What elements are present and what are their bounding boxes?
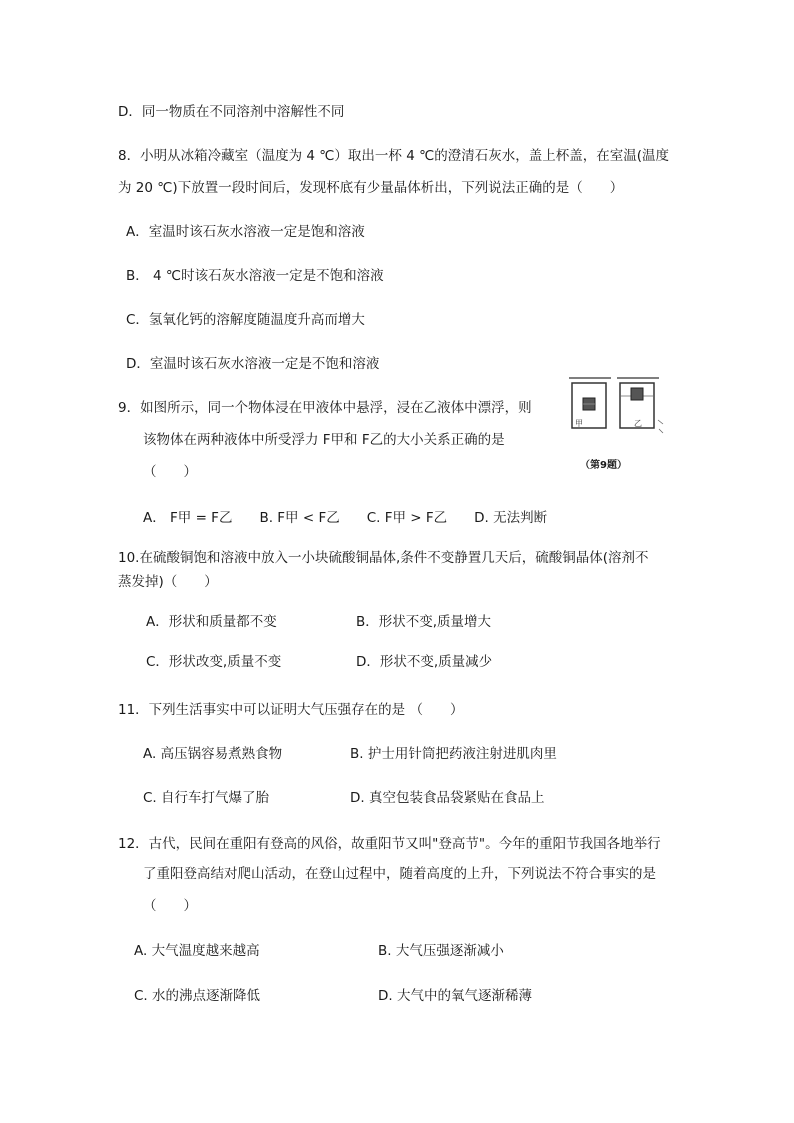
- question-10-line1: 10.在硫酸铜饱和溶液中放入一小块硫酸铜晶体,条件不变静置几天后，硫酸铜晶体(溶剂不: [118, 550, 649, 566]
- q12-option-a: A. 大气温度越来越高: [134, 943, 260, 959]
- q12-option-b: B. 大气压强逐渐减小: [378, 943, 504, 959]
- question-12-line1: 12．古代，民间在重阳有登高的风俗，故重阳节又叫"登高节"。今年的重阳节我国各地举行: [118, 836, 661, 852]
- question-12-line2: 了重阳登高结对爬山活动，在登山过程中，随着高度的上升，下列说法不符合事实的是: [143, 866, 656, 882]
- question-9-line2: 该物体在两种液体中所受浮力 F甲和 F乙的大小关系正确的是: [143, 432, 505, 448]
- question-11: 11．下列生活事实中可以证明大气压强存在的是 （ ）: [118, 702, 464, 718]
- q10-option-b: B．形状不变,质量增大: [356, 614, 492, 630]
- figure-caption: （第9题）: [580, 460, 627, 471]
- q10-option-d: D．形状不变,质量减少: [356, 654, 493, 670]
- label-yi: 乙: [634, 419, 642, 428]
- question-12-line3: （ ）: [143, 898, 197, 914]
- q10-option-a: A．形状和质量都不变: [146, 614, 277, 630]
- q8-option-b: B． 4 ℃时该石灰水溶液一定是不饱和溶液: [126, 268, 384, 284]
- q12-option-d: D. 大气中的氧气逐渐稀薄: [378, 988, 532, 1004]
- question-8-line2: 为 20 ℃)下放置一段时间后，发现杯底有少量晶体析出，下列说法正确的是（ ）: [118, 180, 624, 196]
- q11-option-c: C. 自行车打气爆了胎: [143, 790, 270, 806]
- option-d7: D．同一物质在不同溶剂中溶解性不同: [118, 104, 345, 120]
- q12-option-c: C. 水的沸点逐渐降低: [134, 988, 261, 1004]
- question-8-line1: 8．小明从冰箱冷藏室（温度为 4 ℃）取出一杯 4 ℃的澄清石灰水，盖上杯盖，在室温(温度: [118, 148, 670, 164]
- label-jia: 甲: [575, 419, 583, 428]
- q8-option-d: D．室温时该石灰水溶液一定是不饱和溶液: [126, 356, 380, 372]
- q9-options: A． F甲 = F乙 B. F甲 < F乙 C. F甲 > F乙 D. 无法判断: [143, 510, 548, 526]
- question-9-line3: （ ）: [143, 464, 197, 480]
- q8-option-c: C．氢氧化钙的溶解度随温度升高而增大: [126, 312, 365, 328]
- q11-option-a: A. 高压锅容易煮熟食物: [143, 746, 283, 762]
- q10-option-c: C．形状改变,质量不变: [146, 654, 282, 670]
- q11-option-d: D. 真空包装食品袋紧贴在食品上: [350, 790, 545, 806]
- q11-option-b: B. 护士用针筒把药液注射进肌肉里: [350, 746, 557, 762]
- q8-option-a: A．室温时该石灰水溶液一定是饱和溶液: [126, 224, 365, 240]
- question-9-line1: 9．如图所示，同一个物体浸在甲液体中悬浮，浸在乙液体中漂浮，则: [118, 400, 532, 416]
- question-10-line2: 蒸发掉)（ ）: [118, 574, 218, 590]
